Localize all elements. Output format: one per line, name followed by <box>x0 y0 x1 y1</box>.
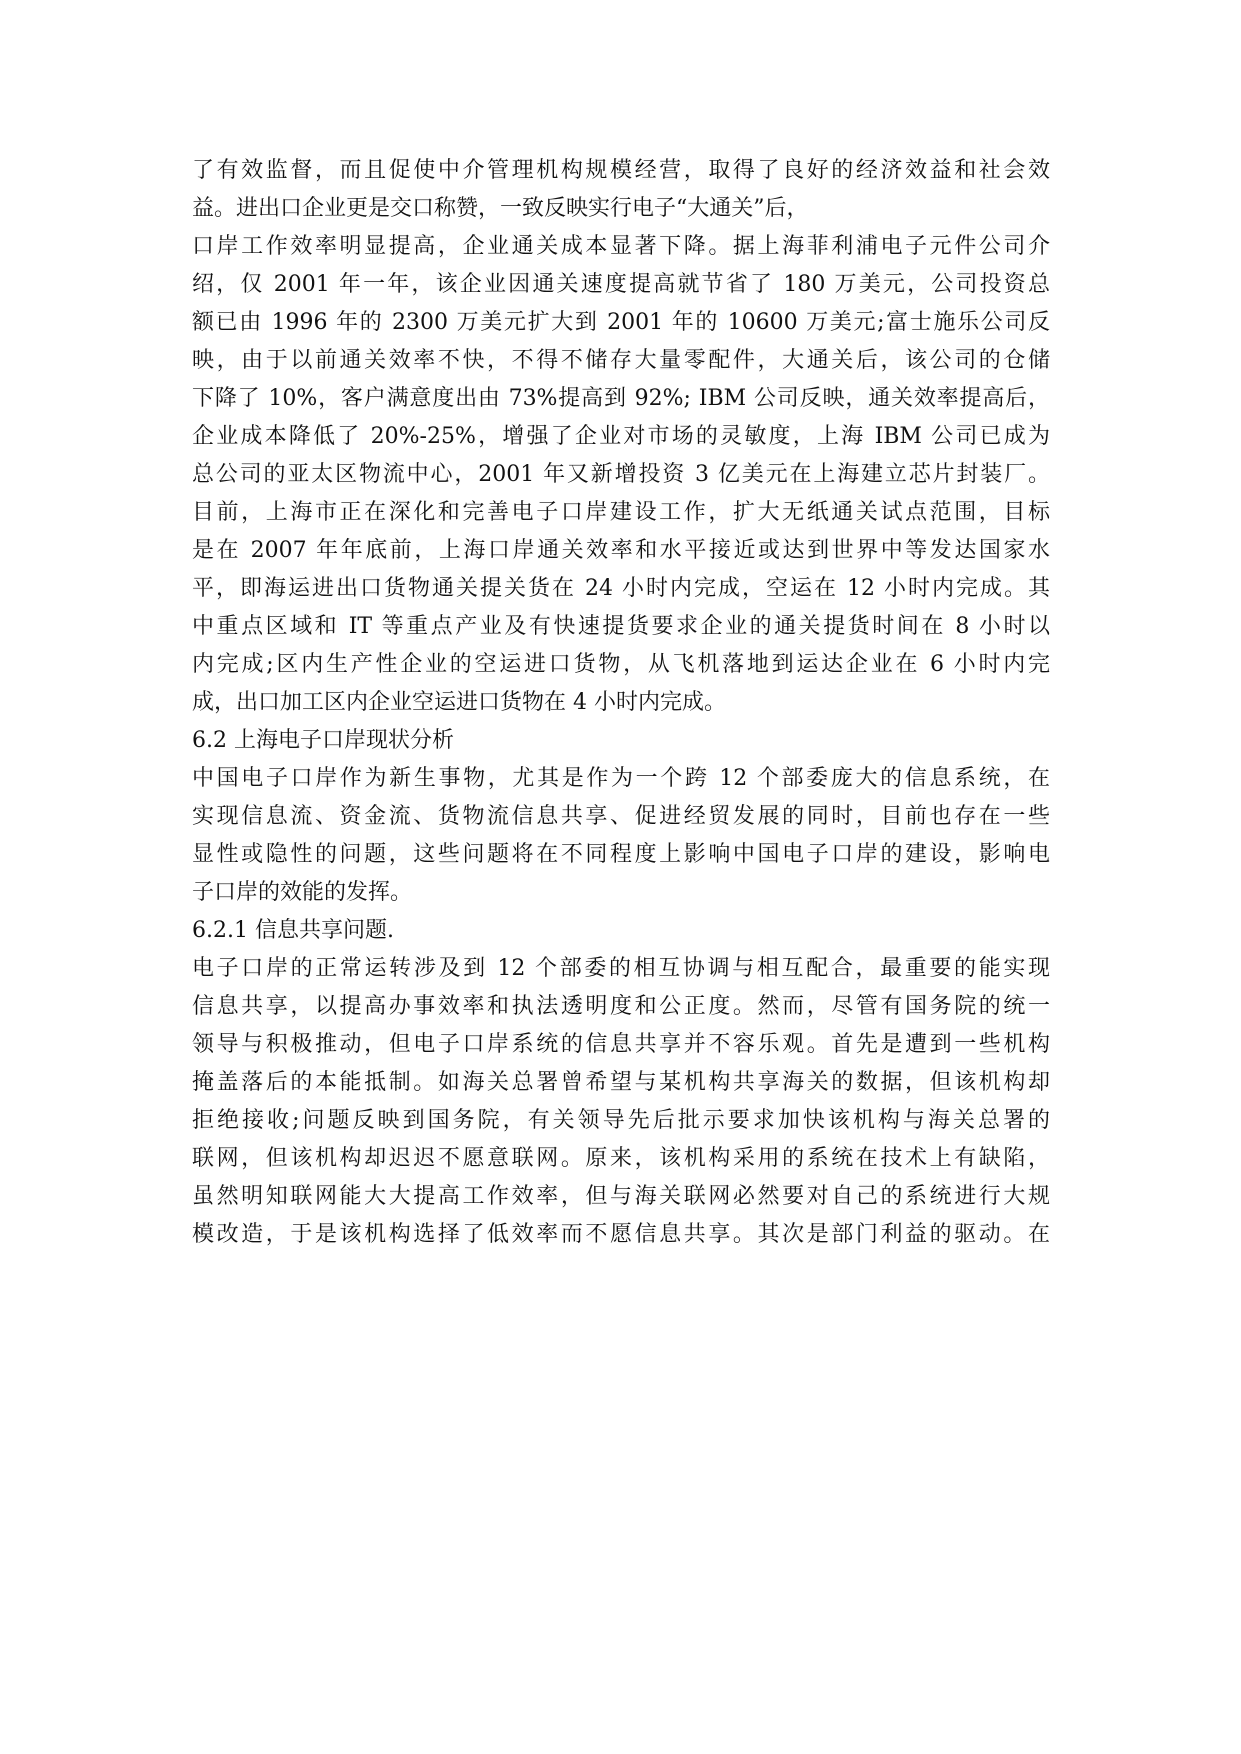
text-line: 口岸工作效率明显提高，企业通关成本显著下降。据上海菲利浦电子元件公司介 <box>192 234 1050 259</box>
text-line: 下降了 10%，客户满意度出由 73%提高到 92%; IBM 公司反映，通关效率提高后， <box>192 386 1050 411</box>
text-line: 虽然明知联网能大大提高工作效率，但与海关联网必然要对自己的系统进行大规 <box>192 1184 1050 1209</box>
text-line: 目前，上海市正在深化和完善电子口岸建设工作，扩大无纸通关试点范围，目标 <box>192 500 1050 525</box>
text-line: 绍，仅 2001 年一年，该企业因通关速度提高就节省了 180 万美元，公司投资总 <box>192 272 1050 297</box>
text-line: 掩盖落后的本能抵制。如海关总署曾希望与某机构共享海关的数据，但该机构却 <box>192 1070 1050 1095</box>
text-line: 电子口岸的正常运转涉及到 12 个部委的相互协调与相互配合，最重要的能实现 <box>192 956 1050 981</box>
text-line: 内完成;区内生产性企业的空运进口货物，从飞机落地到运达企业在 6 小时内完 <box>192 652 1050 677</box>
text-line: 模改造，于是该机构选择了低效率而不愿信息共享。其次是部门利益的驱动。在 <box>192 1222 1050 1247</box>
text-line: 中重点区域和 IT 等重点产业及有快速提货要求企业的通关提货时间在 8 小时以 <box>192 614 1050 639</box>
text-line: 领导与积极推动，但电子口岸系统的信息共享并不容乐观。首先是遭到一些机构 <box>192 1032 1050 1057</box>
text-line: 了有效监督，而且促使中介管理机构规模经营，取得了良好的经济效益和社会效 <box>192 158 1050 183</box>
text-line: 拒绝接收;问题反映到国务院，有关领导先后批示要求加快该机构与海关总署的 <box>192 1108 1050 1133</box>
text-line: 额已由 1996 年的 2300 万美元扩大到 2001 年的 10600 万美元;富士施乐公司反 <box>192 310 1050 335</box>
text-line: 成，出口加工区内企业空运进口货物在 4 小时内完成。 <box>192 690 726 715</box>
text-line: 显性或隐性的问题，这些问题将在不同程度上影响中国电子口岸的建设，影响电 <box>192 842 1050 867</box>
text-line: 6.2.1 信息共享问题. <box>192 918 394 943</box>
text-line: 映，由于以前通关效率不快，不得不储存大量零配件，大通关后，该公司的仓储 <box>192 348 1050 373</box>
text-line: 是在 2007 年年底前，上海口岸通关效率和水平接近或达到世界中等发达国家水 <box>192 538 1050 563</box>
text-line: 企业成本降低了 20%-25%，增强了企业对市场的灵敏度，上海 IBM 公司已成为 <box>192 424 1050 449</box>
text-line: 联网，但该机构却迟迟不愿意联网。原来，该机构采用的系统在技术上有缺陷， <box>192 1146 1050 1171</box>
text-line: 总公司的亚太区物流中心，2001 年又新增投资 3 亿美元在上海建立芯片封装厂。 <box>192 462 1050 487</box>
body-text <box>192 152 1050 1254</box>
text-line: 益。进出口企业更是交口称赞，一致反映实行电子“大通关”后， <box>192 196 809 221</box>
text-line: 实现信息流、资金流、货物流信息共享、促进经贸发展的同时，目前也存在一些 <box>192 804 1050 829</box>
text-line: 6.2 上海电子口岸现状分析 <box>192 728 454 753</box>
text-line: 子口岸的效能的发挥。 <box>192 880 413 905</box>
text-line: 信息共享，以提高办事效率和执法透明度和公正度。然而，尽管有国务院的统一 <box>192 994 1050 1019</box>
text-line: 平，即海运进出口货物通关提关货在 24 小时内完成，空运在 12 小时内完成。其 <box>192 576 1050 601</box>
text-line: 中国电子口岸作为新生事物，尤其是作为一个跨 12 个部委庞大的信息系统，在 <box>192 766 1050 791</box>
